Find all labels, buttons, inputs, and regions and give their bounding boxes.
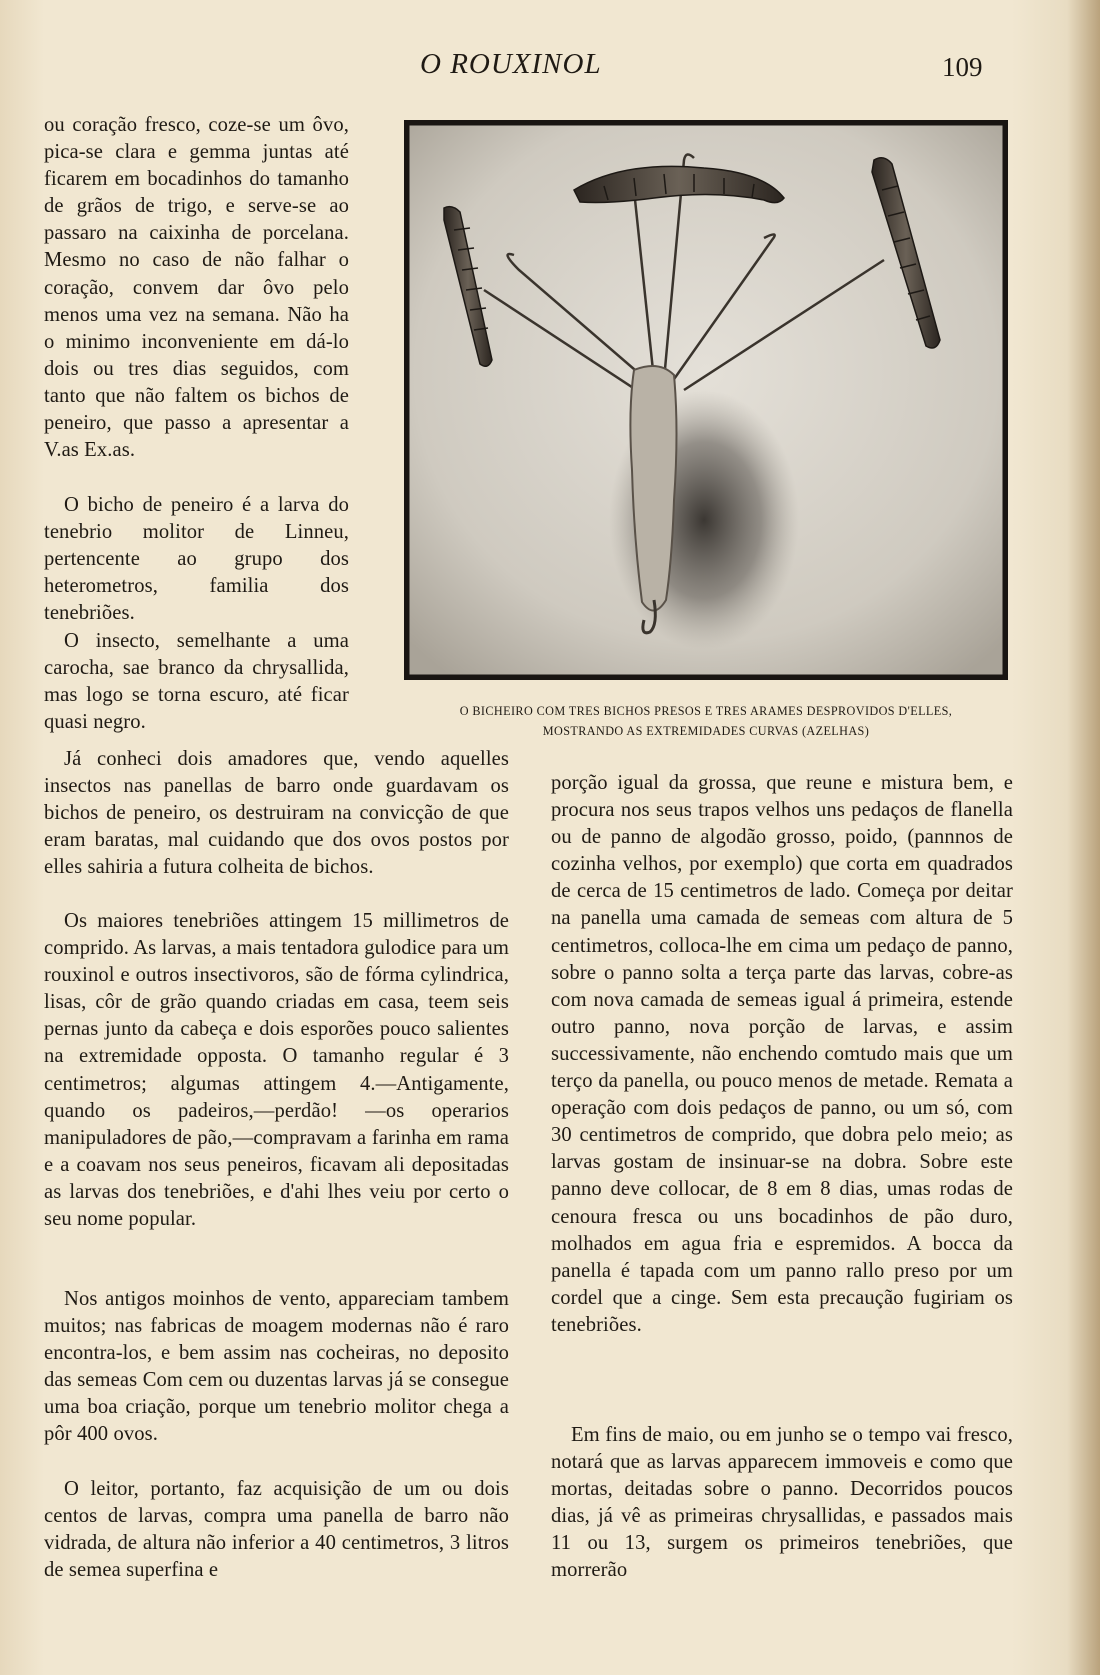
caption-line-1: O BICHEIRO COM TRES BICHOS PRESOS E TRES ARAMES DESPROVIDOS D'ELLES, bbox=[459, 704, 953, 718]
paragraph-left-3: O insecto, semelhante a uma carocha, sae branco da chrysallida, mas logo se torna escuro, até ficar quasi negro. bbox=[44, 630, 349, 734]
paragraph-left-5: Os maiores tenebriões attingem 15 millimetros de comprido. As larvas, a mais tentadora gulodice para um rouxinol e outros insectivoros, são de fórma cylindrica, lisas, côr de grão quando criadas em casa, teem seis pernas junto da cabeça e dois esporões pouco salientes na extremidade opposta. O tamanho regular é 3 centimetros; algumas attingem 4.—Antigamente, quando os padeiros,—perdão! —os operarios manipuladores de pão,—compravam a farinha em rama e a coavam nos seus peneiros, ficavam ali depositadas as larvas dos tenebriões, e d'ahi lhes veiu por certo o seu nome popular. bbox=[44, 910, 509, 1231]
paragraph-left-6: Nos antigos moinhos de vento, appareciam tambem muitos; nas fabricas de moagem modernas não é raro encontra-los, e bem assim nas cocheiras, no deposito das semeas Com cem ou duzentas larvas já se consegue uma boa criação, porque um tenebrio molitor chega a pôr 400 ovos. bbox=[44, 1288, 509, 1446]
page-number: 109 bbox=[942, 52, 983, 82]
paragraph-right-1: porção igual da grossa, que reune e mistura bem, e procura nos seus trapos velhos uns pedaços de flanella ou de panno de algodão grosso, poido, (pannnos de cozinha velhos, por exemplo) que corta em quadrados de cerca de 15 centimetros de lado. Começa por deitar na panella uma camada de semeas com altura de 5 centimetros, colloca-lhe em cima um pedaço de panno, sobre o panno solta a terça parte das larvas, cobre-as com nova camada de semeas igual á primeira, estende outro panno, nova porção de larvas, e assim successivamente, não enchendo comtudo mais que um terço da panella, ou pouco menos de metade. Remata a operação com dois pedaços de panno, ou um só, com 30 centimetros de comprido, que dobra pelo meio; as larvas gostam de insinuar-se na dobra. Sobre este panno deve collocar, de 8 em 8 dias, umas rodas de cenoura fresca ou uns bocadinhos de pão duro, molhados em agua fria e espremidos. A bocca da panella é tapada com um panno rallo preso por um cordel que a cinge. Sem esta precaução fugiriam os tenebriões. bbox=[551, 772, 1013, 1336]
paragraph-left-7: O leitor, portanto, faz acquisição de um ou dois centos de larvas, compra uma panella de barro não vidrada, de altura não inferior a 40 centimetros, 3 litros de semea superfina e bbox=[44, 1478, 509, 1582]
paragraph-right-2: Em fins de maio, ou em junho se o tempo vai fresco, notará que as larvas apparecem immoveis e como que mortas, deitadas sobre o panno. Decorridos poucos dias, já vê as primeiras chrysallidas, e passados mais 11 ou 13, surgem os primeiros tenebriões, que morrerão bbox=[551, 1424, 1013, 1582]
paragraph-left-1: ou coração fresco, coze-se um ôvo, pica-se clara e gemma juntas até ficarem em bocadinhos do tamanho de grãos de trigo, e serve-se ao passaro na caixinha de porcelana. Mesmo no caso de não falhar o coração, convem dar ôvo pelo menos uma vez na semana. Não ha o minimo inconveniente em dá-lo dois ou tres dias seguidos, com tanto que não faltem os bichos de peneiro, que passo a apresentar a V.as Ex.as. bbox=[44, 114, 349, 462]
larvae-illustration bbox=[404, 120, 1008, 680]
figure-caption bbox=[404, 701, 1008, 741]
journal-title: O ROUXINOL bbox=[420, 48, 602, 80]
larvae-photograph bbox=[404, 120, 1008, 680]
paragraph-left-4: Já conheci dois amadores que, vendo aquelles insectos nas panellas de barro onde guardavam os bichos de peneiro, os destruiram na convicção de que eram baratas, mal cuidando que dos ovos postos por elles sahiria a futura colheita de bichos. bbox=[44, 748, 509, 879]
running-header bbox=[0, 48, 1100, 88]
paragraph-left-2: O bicho de peneiro é a larva do tenebrio molitor de Linneu, pertencente ao grupo dos heterometros, familia dos tenebriões. bbox=[44, 494, 349, 625]
caption-line-2: MOSTRANDO AS EXTREMIDADES CURVAS (AZELHAS) bbox=[542, 724, 870, 738]
